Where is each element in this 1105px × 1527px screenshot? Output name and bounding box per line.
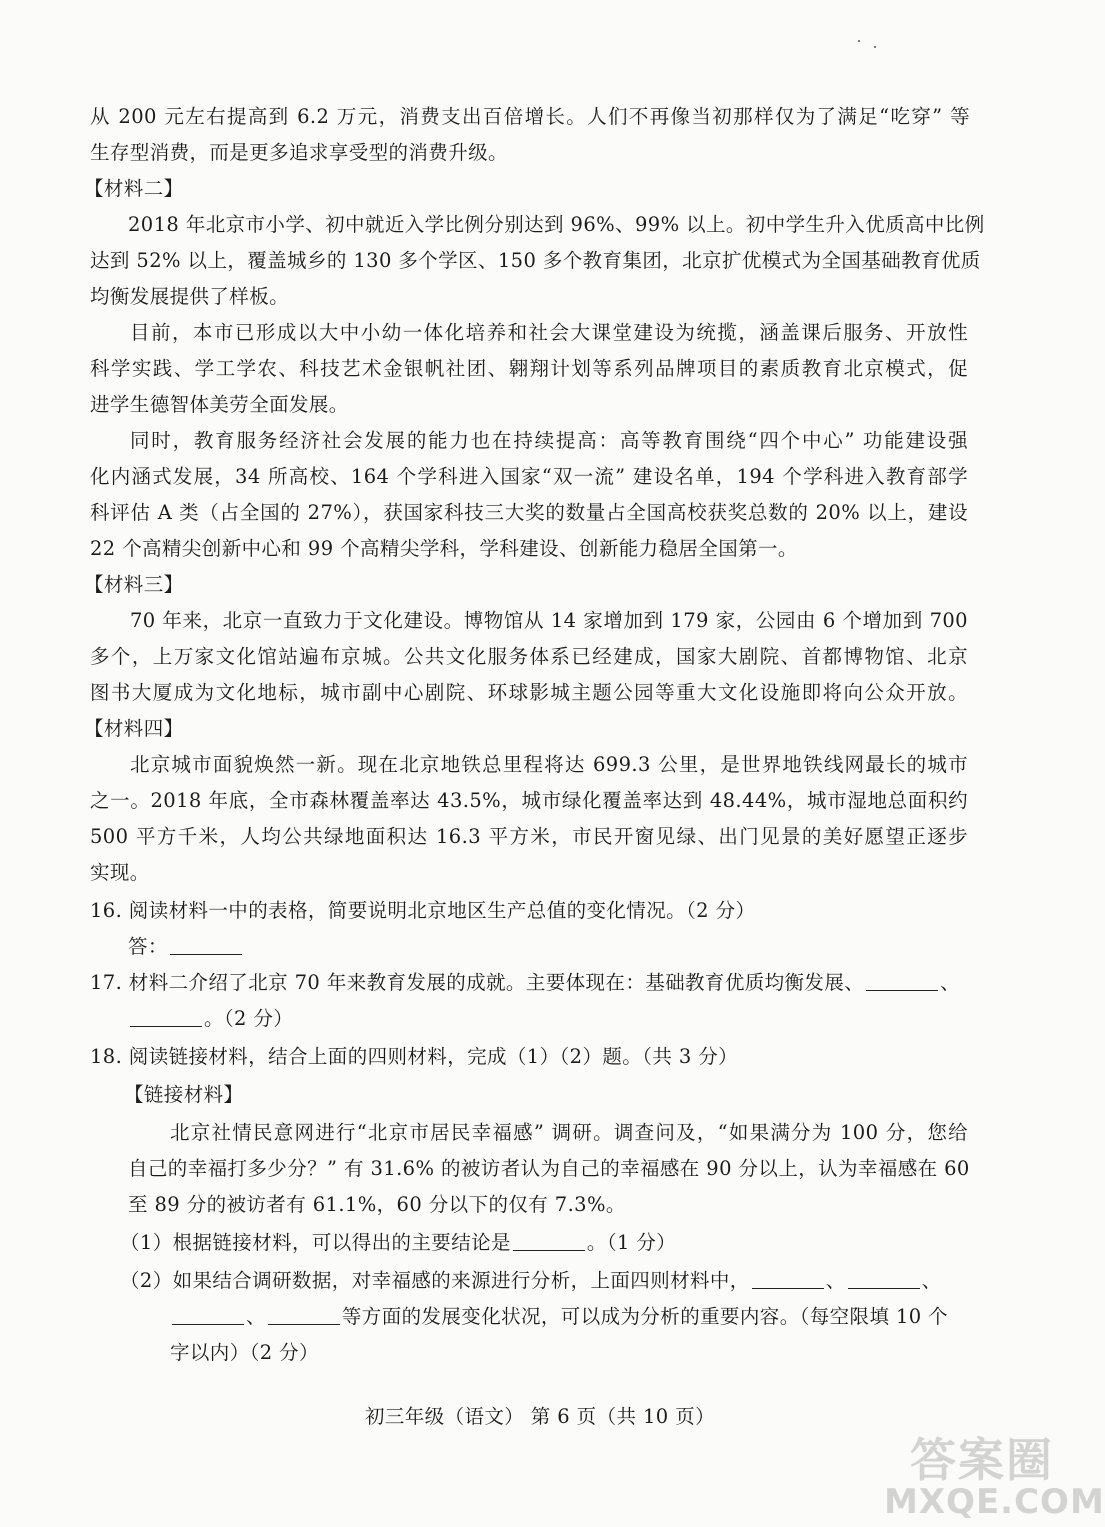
question-17: [90, 970, 960, 996]
watermark-logo: 答案圈: [910, 1433, 1054, 1487]
answer-blank[interactable]: [170, 938, 242, 955]
question-18-sub2-end: 字以内）（2 分）: [170, 1341, 319, 1364]
body-line: 进学生德智体美劳全面发展。: [90, 393, 349, 416]
body-line: 之一。2018 年底，全市森林覆盖率达 43.5%，城市绿化覆盖率达到 48.44%，城市湿地总面积约: [90, 789, 968, 812]
body-line: 22 个高精尖创新中心和 99 个高精尖学科，学科建设、创新能力稳居全国第一。: [90, 537, 798, 560]
body-line: 实现。: [90, 861, 150, 884]
body-line: 生存型消费，而是更多追求享受型的消费升级。: [90, 141, 508, 164]
link-material-header: 【链接材料】: [124, 1083, 244, 1106]
sub1-text: （1）根据链接材料，可以得出的主要结论是: [120, 1231, 511, 1254]
sub2-sep: 、: [825, 1269, 846, 1292]
question-17-sep: 、: [940, 971, 961, 994]
body-line: 2018 年北京市小学、初中就近入学比例分别达到 96%、99% 以上。初中学生升入优质高中比例: [128, 213, 985, 236]
sub2-sep: 、: [246, 1305, 266, 1328]
question-18-sub2-cont: [170, 1304, 948, 1330]
sub2-sep: 、: [921, 1269, 942, 1292]
question-18: 18. 阅读链接材料，结合上面的四则材料，完成（1）（2）题。（共 3 分）: [90, 1045, 739, 1068]
section-header: 【材料二】: [84, 177, 184, 200]
body-line: 北京城市面貌焕然一新。现在北京地铁总里程将达 699.3 公里，是世界地铁线网最长的城市: [130, 753, 968, 776]
answer-blank[interactable]: [513, 1234, 585, 1251]
body-line: 化内涵式发展，34 所高校、164 个学科进入国家“双一流” 建设名单，194 个学科进入教育部学: [90, 465, 968, 488]
body-line: 目前，本市已形成以大中小幼一体化培养和社会大课堂建设为统揽，涵盖课后服务、开放性: [130, 321, 968, 344]
sub1-score: 。（1 分）: [586, 1231, 677, 1254]
scan-speck: [874, 46, 876, 48]
answer-blank[interactable]: [866, 974, 938, 991]
answer-blank[interactable]: [752, 1272, 824, 1289]
answer-label: 答：: [128, 935, 168, 958]
body-line: 图书大厦成为文化地标，城市副中心剧院、环球影城主题公园等重大文化设施即将向公众开放。: [90, 681, 968, 704]
body-line: 科评估 A 类（占全国的 27%），获国家科技三大奖的数量占全国高校获奖总数的 20% 以上，建设: [90, 501, 968, 524]
page-footer: 初三年级（语文） 第 6 页（共 10 页）: [364, 1405, 715, 1428]
question-18-sub1: [120, 1230, 676, 1256]
body-line: 达到 52% 以上，覆盖城乡的 130 多个学区、150 多个教育集团，北京扩优模式为全国基础教育优质: [90, 249, 981, 272]
question-17-cont: [128, 1006, 293, 1032]
answer-blank[interactable]: [848, 1272, 920, 1289]
sub2-mid: 等方面的发展变化状况，可以成为分析的重要内容。（每空限填 10 个: [341, 1305, 949, 1328]
question-17-text: 17. 材料二介绍了北京 70 年来教育发展的成就。主要体现在：基础教育优质均衡发展、: [90, 971, 865, 994]
body-line: 均衡发展提供了样板。: [90, 285, 290, 308]
link-material-line: 至 89 分的被访者有 61.1%，60 分以下的仅有 7.3%。: [128, 1193, 626, 1216]
sub2-text: （2）如果结合调研数据，对幸福感的来源进行分析，上面四则材料中，: [120, 1269, 750, 1292]
section-header: 【材料四】: [84, 717, 184, 740]
question-17-score: 。（2 分）: [204, 1007, 294, 1030]
section-header: 【材料三】: [84, 573, 184, 596]
answer-line: [128, 934, 244, 960]
body-line: 500 平方千米，人均公共绿地面积达 16.3 平方米，市民开窗见绿、出门见景的美好愿望正逐步: [90, 825, 968, 848]
body-line: 从 200 元左右提高到 6.2 万元，消费支出百倍增长。人们不再像当初那样仅为了满足“吃穿” 等: [90, 105, 970, 128]
question-16: 16. 阅读材料一中的表格，简要说明北京地区生产总值的变化情况。（2 分）: [90, 899, 756, 922]
question-18-sub2: [120, 1268, 942, 1294]
watermark: [870, 1424, 1105, 1527]
answer-blank[interactable]: [130, 1010, 202, 1027]
watermark-site: MXQE.COM: [884, 1482, 1105, 1522]
body-line: 科学实践、学工学农、科技艺术金银帆社团、翱翔计划等系列品牌项目的素质教育北京模式，促: [90, 357, 968, 380]
answer-blank[interactable]: [172, 1308, 244, 1325]
link-material-line: 自己的幸福打多少分？” 有 31.6% 的被访者认为自己的幸福感在 90 分以上，认为幸福感在 60: [128, 1157, 970, 1180]
link-material-line: 北京社情民意网进行“北京市居民幸福感” 调研。调查问及，“如果满分为 100 分，您给: [170, 1121, 968, 1144]
body-line: 同时，教育服务经济社会发展的能力也在持续提高：高等教育围绕“四个中心” 功能建设强: [130, 429, 968, 452]
body-line: 70 年来，北京一直致力于文化建设。博物馆从 14 家增加到 179 家，公园由 6 个增加到 700: [130, 609, 968, 632]
body-line: 多个，上万家文化馆站遍布京城。公共文化服务体系已经建成，国家大剧院、首都博物馆、北京: [90, 645, 968, 668]
scan-speck: [858, 40, 860, 42]
answer-blank[interactable]: [268, 1308, 340, 1325]
